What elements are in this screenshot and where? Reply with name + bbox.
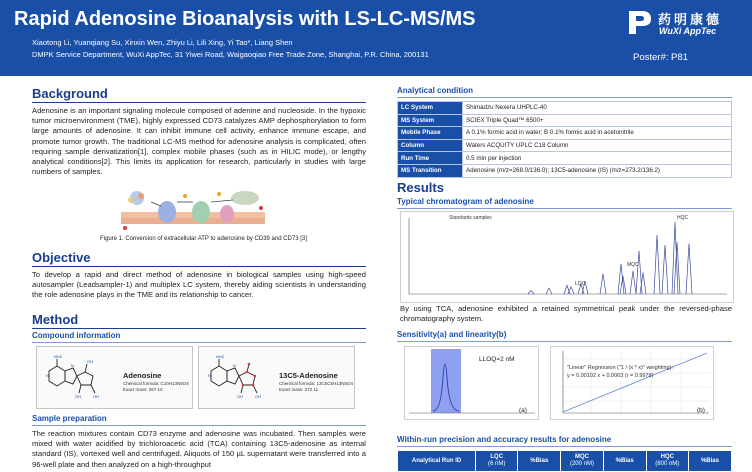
- calibration-curve-plot: [551, 347, 713, 419]
- condition-row: [398, 164, 732, 177]
- condition-row: [398, 114, 732, 127]
- precision-header-row: [398, 451, 732, 472]
- precision-header-cell: [646, 451, 688, 472]
- chromatogram-heading: Typical chromatogram of adenosine: [397, 197, 534, 206]
- precision-header-cell: [688, 451, 731, 472]
- poster-header: [0, 0, 752, 76]
- objective-heading: Objective: [32, 250, 91, 265]
- precision-heading: Within-run precision and accuracy results for adenosine: [397, 435, 612, 444]
- sample-prep-heading: Sample preparation: [32, 414, 107, 423]
- affiliation: DMPK Service Department, WuXi AppTec, 31 Yiwei Road, Waigaoqiao Free Trade Zone, Shanghai, P.R. China, 200131: [32, 50, 429, 59]
- header-line-2: (800 nM): [655, 461, 680, 467]
- svg-text:OH: OH: [87, 359, 93, 364]
- precision-header-cell: [518, 451, 561, 472]
- poster-title: Rapid Adenosine Bioanalysis with LS-LC-MS/MS: [14, 8, 476, 30]
- condition-key: LC System: [398, 102, 463, 115]
- objective-rule: [32, 266, 366, 267]
- analytical-condition-table: [397, 101, 732, 178]
- svg-text:OH: OH: [75, 394, 81, 399]
- logo-mark-icon: [626, 7, 654, 37]
- panel-b-label: (b): [697, 407, 705, 414]
- chromatogram-peak: [672, 222, 678, 294]
- condition-value: SCIEX Triple Quad™ 6500+: [463, 114, 732, 127]
- svg-text:OH: OH: [255, 394, 261, 399]
- compound-name: Adenosine: [123, 371, 162, 380]
- regression-equation-line2: y = 0.00102 x + 0.0063 (r = 0.9978): [567, 373, 654, 379]
- svg-text:NH2: NH2: [216, 354, 225, 359]
- header-line-2: (6 nM): [488, 461, 506, 467]
- method-rule: [32, 328, 366, 329]
- compound-name: 13C5-Adenosine: [279, 371, 338, 380]
- condition-value: A 0.1% formic acid in water; B 0.1% formic acid in acetonitrile: [463, 127, 732, 140]
- svg-text:N: N: [46, 373, 49, 378]
- background-rule: [32, 102, 366, 103]
- compound-formula: Chemical formula: 13C5C5H13N5O4: [279, 381, 354, 386]
- condition-row: [398, 152, 732, 165]
- precision-header-cell: [476, 451, 518, 472]
- condition-key: Mobile Phase: [398, 127, 463, 140]
- condition-key: MS Transition: [398, 164, 463, 177]
- condition-key: Column: [398, 139, 463, 152]
- svg-text:OH: OH: [93, 394, 99, 399]
- poster-number: Poster#: P81: [633, 52, 688, 63]
- header-line-1: %Bias: [615, 457, 634, 464]
- chromatogram-peak: [662, 245, 668, 294]
- atp-adenosine-pathway-figure: [115, 188, 271, 234]
- lqc-label: LQC: [575, 281, 586, 287]
- header-line-1: HQC: [660, 454, 674, 460]
- chromatogram-peak: [564, 285, 570, 294]
- analytical-condition-heading: Analytical condition: [397, 86, 474, 95]
- chromatogram-peak: [528, 290, 534, 294]
- compound-mass: Exact mass: 272.11: [279, 387, 319, 392]
- svg-text:NH2: NH2: [54, 354, 63, 359]
- condition-row: [398, 139, 732, 152]
- standards-label: Standards samples: [449, 215, 492, 221]
- sample-prep-text: The reaction mixtures contain CD73 enzyme and adenosine was incubated. Then samples were mixed with water acidified by trichloroacetic acid (TCA) containing 13C5-adenosine as internal standard (IS), vortexed well and centrifuged. Aliquots of 150 µL supernatant were transferred into a 96-well plate and then analyzed on a high-throughput: [32, 429, 366, 469]
- labeled-adenosine-structure-icon: [203, 353, 265, 403]
- chromatogram-peak: [630, 271, 636, 294]
- chromatogram-peak: [654, 235, 660, 294]
- chromatogram-chart: [400, 211, 734, 303]
- svg-text:N: N: [71, 363, 74, 368]
- hqc-label: HQC: [677, 215, 689, 221]
- labeled-adenosine-structure-card: [198, 346, 355, 409]
- chromatogram-text: By using TCA, adenosine exhibited a retained symmetrical peak under the reversed-phase chromatography system.: [400, 304, 732, 324]
- sample-prep-rule: [32, 425, 366, 426]
- chromatogram-peak: [686, 244, 692, 294]
- linearity-chart: [550, 346, 714, 420]
- condition-row: [398, 102, 732, 115]
- compound-formula: Chemical formula: C10H13N5O4: [123, 381, 189, 386]
- header-line-1: %Bias: [530, 457, 549, 464]
- condition-value: Adenosine (m/z=268.0/136.0); 13C5-adenosine (IS) (m/z=273.2/136.2): [463, 164, 732, 177]
- regression-equation-line1: "Linear" Regression ("1 / (x * x)" weighting):: [567, 365, 673, 371]
- precision-header-cell: [603, 451, 646, 472]
- header-line-1: MQC: [574, 454, 589, 460]
- method-heading: Method: [32, 312, 79, 327]
- precision-accuracy-table: [397, 450, 732, 472]
- logo-english-text: WuXi AppTec: [659, 26, 717, 36]
- condition-value: 0.5 min per injection: [463, 152, 732, 165]
- precision-header-cell: [398, 451, 476, 472]
- chromatogram-plot: [401, 212, 733, 302]
- sensitivity-rule: [397, 341, 732, 342]
- chromatogram-rule: [397, 208, 732, 209]
- objective-text: To develop a rapid and direct method of adenosine in biological samples using high-speed autosampler (Leadsampler-1) and multiplex LC system, thereby aiding scientists in understanding the role adenosine plays in the TME and its relationship to cancer.: [32, 270, 366, 300]
- sensitivity-chart: [404, 346, 539, 420]
- adenosine-structure-card: [36, 346, 193, 409]
- background-heading: Background: [32, 86, 108, 101]
- condition-value: Shimadzu Nexera UHPLC-40: [463, 102, 732, 115]
- background-text: Adenosine is an important signaling molecule composed of adenine and nucleoside. In the hypoxic tumor microenvironment (TME), highly expressed CD73 catalyzes AMP dephosphorylation to form large amounts of adenosine. It can inhibit immune cell activity, enhance immune escape, and promote tumor growth. The traditional LC-MS method for adenosine analysis is complicated, often requiring sample derivatization[1], complex mobile phases (such as in HILIC mode), or lengthy analytical conditions[2]. This limits its application for research, particularly in studies with large numbers of samples.: [32, 106, 366, 177]
- header-line-1: LQC: [490, 454, 504, 460]
- figure-1-caption: Figure 1. Conversion of extracellular ATP to adenosine by CD39 and CD73 [3]: [100, 236, 307, 242]
- precision-rule: [397, 446, 732, 447]
- chromatogram-peak: [546, 288, 552, 294]
- chromatogram-peak: [600, 274, 606, 294]
- header-line-1: %Bias: [700, 457, 719, 464]
- header-line-1: Analytical Run ID: [411, 457, 462, 464]
- compound-mass: Exact mass: 267.10: [123, 387, 163, 392]
- sensitivity-heading: Sensitivity(a) and linearity(b): [397, 330, 507, 339]
- svg-text:OH: OH: [237, 394, 243, 399]
- condition-value: Waters ACQUITY UPLC C18 Column: [463, 139, 732, 152]
- panel-a-label: (a): [519, 407, 527, 414]
- svg-text:N: N: [208, 373, 211, 378]
- results-heading: Results: [397, 180, 444, 195]
- compound-info-heading: Compound information: [32, 331, 121, 340]
- condition-key: MS System: [398, 114, 463, 127]
- header-line-2: (200 nM): [569, 461, 594, 467]
- wuxi-apptec-logo: [626, 7, 742, 41]
- logo-chinese-text: 药明康德: [658, 13, 723, 28]
- mqc-label: MQC: [627, 262, 639, 268]
- adenosine-structure-icon: [41, 353, 103, 403]
- precision-header-cell: [561, 451, 603, 472]
- condition-key: Run Time: [398, 152, 463, 165]
- compound-info-rule: [32, 342, 366, 343]
- condition-row: [398, 127, 732, 140]
- svg-text:N: N: [233, 363, 236, 368]
- lloq-label: LLOQ=2 nM: [479, 356, 515, 363]
- author-list: Xiaotong Li, Yuanqiang Su, Xinxin Wen, Zhiyu Li, Lili Xing, Yi Tao*, Liang Shen: [32, 38, 293, 47]
- analytical-condition-rule: [397, 97, 732, 98]
